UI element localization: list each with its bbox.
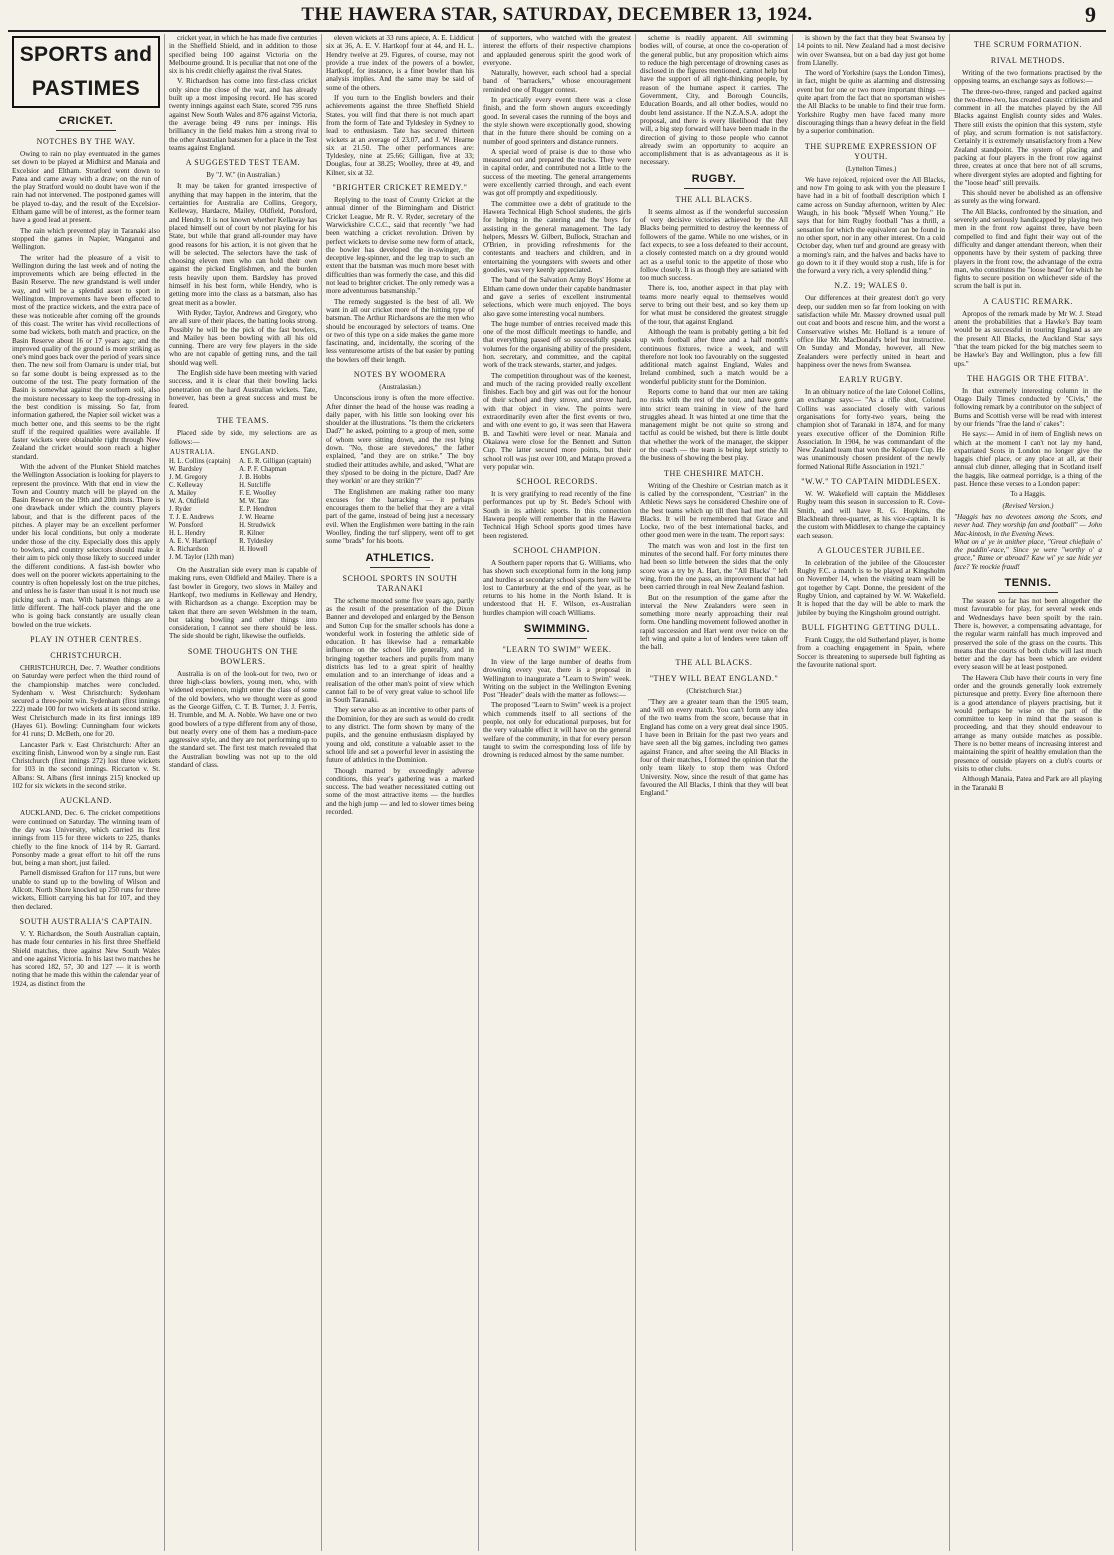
teams-header-left: AUSTRALIA. [170,449,216,457]
verse: "Haggis has no devotees among the Scots, and never had. They worship fan and football" — John Mac-kintosh, in the Evening News. What on a' ye in anither place, "Great chieftain o' the puddin'-race," Since ye were "worthy o' a grace," Rame or abroad? Kaw wi' ye sae hide yer face? Ye mockie fraud! [954,512,1102,571]
paragraph: The English side have been meeting with varied success, and it is clear that their bowling lacks penetration on the hard Australian wickets. Tate, however, has been a great success and must be feared. [169,368,317,411]
section-athletics: ATHLETICS. [365,551,435,564]
team-row [169,482,317,490]
paragraph: The Hawera Club have their courts in very fine order and the grounds generally look extremely picturesque and pretty. Every fine afternoon there is a good attendance of players practising, but it would perhaps be wise on the part of the committee to keep in mind that the season is proceeding, and that they should endeavour to arrange as many outside matches as possible. There is no better means of increasing interest and maintaining the spirit of healthy emulation than the presence of outside players on a club's courts or visits to other clubs. [954,673,1102,773]
england-player: R. Tyldesley [239,538,274,546]
headline: PLAY IN OTHER CENTRES. [30,634,142,644]
headline: A GLOUCESTER JUBILEE. [817,545,925,555]
paragraph: Parnell dismissed Grafton for 117 runs, but were unable to stand up to the bowling of Wilson and Allcott. North Shore knocked up 250 runs for three wickets, Elliott carrying his bat for 107, and they then declared. [12,869,160,911]
australia-player: W. Ponsford [169,522,203,530]
paragraph: The All Blacks, confronted by the situation, and severely and seriously handicapped by playing two men in the front row against three, have been compelled to find and fight their way out of the difficulty and danger attendant thereon, when their opponents have by their system of packing three players in the front row, the advantage of the extra man, who constitutes the "loose head" for which he fights to secure position on whichever side of the scrum the ball is put in. [954,207,1102,291]
paragraph: The proposed "Learn to Swim" week is a project which commends itself to all sections of the people, not only for educational purposes, but for the very valuable effect it will have on the general welfare of the community, in that for every person taught to swim the corresponding loss of life by drowning is reduced almost by the same number. [483,701,631,760]
paragraph: The season so far has not been altogether the most favourable for play, for several week ends and Wednesdays have been spoilt by the rain. There is, however, a compensating advantage, for the regular warm rainfall has much improved and preserved the sole of the grass on the courts. This means that the courts of both clubs will last much better and the day has been which are evident every season will be at least postponed. [954,597,1102,672]
section-swimming: SWIMMING. [523,623,591,635]
england-player: H. Howell [239,546,268,554]
masthead [8,0,1106,32]
divider [56,130,115,131]
headline: SOUTH AUSTRALIA'S CAPTAIN. [19,916,153,926]
paragraph: Naturally, however, each school had a special band of "barrackers," whose encouragement reminded one of Rugger contest. [483,69,631,94]
headline: SOME THOUGHTS ON THE BOWLERS. [187,646,299,666]
headline: NOTCHES BY THE WAY. [36,137,136,146]
paragraph: The match was won and lost in the first ten minutes of the second half. For forty minutes there had been so little between the sides that the only score was a try by A. Hart, the "All Blacks' " left wing, from the one pass, an improvement that had been carried through in real New Zealand fashion. [640,541,788,592]
paragraph: is shown by the fact that they beat Swansea by 14 points to nil. New Zealand had a most decisive win over Swansea, but on a bad day just got home from Llanelly. [797,34,945,67]
england-player: R. Kilner [239,530,265,538]
column-4 [479,34,636,1551]
australia-player: A. Mailey [169,490,197,498]
headline: THE ALL BLACKS. [675,657,753,667]
paragraph: In view of the large number of deaths from drowning every year, there is a proposal in Wellington to inaugurate a "Learn to Swim" week. Writing on the subject in the Wellington Evening Post "Header" deals with the matter as follows:— [483,658,631,700]
paragraph: V. Richardson has come into first-class cricket only since the close of the war, and has already built up a most imposing record. He has scored twenty innings against each State, scored 795 runs against New South Wales and 876 against Victoria, the average being 49 runs per innings. His brilliancy in the field makes him a strong rival to the other Australian batsmen for a place in the Test teams against England. [169,77,317,152]
paragraph: In that extremely interesting column in the Otago Daily Times conducted by "Civis," the following remark by a contributor on the subject of Burns and Scottish verse will be read with interest by our friends "frae the land o' cakes": [954,386,1102,428]
australia-player: A. E. V. Hartkopf [169,538,217,546]
section-tennis: TENNIS. [1004,577,1052,590]
paragraph: Lancaster Park v. East Christchurch: After an exciting finish, Linwood won by a single run. East Christchurch (first innings 272) lost three wickets for 103 in the second innings. Riccarton v. St. Albans: St. Albans (first innings 215) knocked up 102 for six wickets in the second strike. [12,740,160,791]
paragraph: Apropos of the remark made by Mr W. J. Stead anent the probabilities that a Hawke's Bay team would be as successful in touring England as are the present All Blacks, the Auckland Star says "that the team picked for the big matches seem to be Hawke's Bay and Wellington, plus a few fill ups." [954,309,1102,368]
column-2 [165,34,322,1551]
headline: THE HAGGIS OR THE FITBA'. [967,373,1089,383]
headline: SCHOOL CHAMPION. [513,545,601,555]
headline: A CAUSTIC REMARK. [983,296,1073,306]
headline: AUCKLAND. [59,796,113,806]
paragraph: Australia is on of the look-out for two, two or three high-class bowlers, young men, who, with widened experience, might enter the class of some of the old bowlers, who we thought were as good as the George Giffen, C. T. B. Turner, J. J. Ferris, H. Trumble, and M. A. Noble. We have one or two good bowlers of a type different from any of those, but nearly every one of them has a medium-pace aggressive style, and they are not performing up to the standard set. The first test match revealed that the Australian bowling was not up to the old standard of class. [169,669,317,769]
page-number: 9 [1085,2,1096,27]
headline: "THEY WILL BEAT ENGLAND." [649,673,779,683]
australia-player: A. Richardson [169,546,209,554]
column-6 [793,34,950,1551]
paragraph: A Southern paper reports that G. Williams, who has shown such exceptional form in the long jump and hurdles at secondary school sports here will be lost to Canterbury at the end of the year, as he returns to his home in the North Island. It is understood that H. F. Wilson, ex-Australian hurdles champion will coach Williams. [483,558,631,617]
england-player: F. E. Woolley [239,490,277,498]
divider [527,638,586,639]
paragraph: They serve also as an incentive to other parts of the Dominion, for they are such as would do credit to any district. The form shown by many of the pupils, and the genuine enthusiasm displayed by young and old, constitute a valuable asset to the school life and set a powerful lever in assisting the future of athletics in the Dominion. [326,706,474,765]
headline: "LEARN TO SWIM" WEEK. [502,645,612,654]
sports-banner: SPORTS and PASTIMES [12,36,160,108]
paragraph: Unconscious irony is often the more effective. After dinner the head of the house was reading a daily paper, with his little son looking over his shoulder at the illustrations. "Is them the cricketers Dad?" he asked, pointing to a group of men, some of whom were sitting down, and the rest lying down. "No, those are stevedores," the father explained, "and they are on strike." The boy studied their attitudes awhile, and asked, "What are they s'posed to be doing in the picture, Dad? Are they workin' or are they strikin'?" [326,394,474,486]
paragraph: It is very gratifying to read recently of the fine performances put up by St. Bede's School with South in its athletic sports. In this connection Hawera people will remember that in the Hawera Technical High School sports good times have been registered. [483,490,631,540]
paragraph: scheme is readily apparent. All swimming bodies will, of course, at once the co-operation of the general public, but any proposition which aims to reduce the high percentage of drowning cases as disclosed in the figures mentioned, cannot help but have the support of all right-thinking people, by reason of the humane aspect it carries. The Government, City, and Borough Councils, Education Boards, and all other bodies, would no doubt lend assistance. If the N.Z.A.S.A. adopt the proposal, and there is every likelihood that they will, a big step forward will have been made in the direction of giving to those people who cannot already swim an opportunity to acquire an accomplishment that is as advantageous as it is necessary. [640,34,788,167]
headline: A SUGGESTED TEST TEAM. [185,158,301,168]
paragraph: AUCKLAND, Dec. 6. The cricket competitions were continued on Saturday. The winning team of the day was University, which carried its first innings from 115 for three wickets to 225, thanks chiefly to the fine knock of 114 by R. Garrard. Ponsonby made a great effort to hit off the runs but, being a man short, just failed. [12,809,160,868]
team-row [169,490,317,498]
england-player [239,554,317,562]
columns [8,34,1106,1551]
paragraph: of supporters, who watched with the greatest interest the efforts of their respective champions and applauded generous spirit the good work of everyone. [483,34,631,67]
australia-player: W. Bardsley [169,466,203,474]
england-player: H. Sutcliffe [239,482,271,490]
paragraph: V. Y. Richardson, the South Australian captain, has made four centuries in his first three Sheffield Shield matches, three against New South Wales and one against Victoria. In his last two matches he has scored 182, 57, 30 and 127 — it is worth noting that he made this within the calendar year of 1924, as distinct from the [12,929,160,988]
team-row [169,466,317,474]
paragraph: This should never be abolished as an offensive as surely as the wing forward. [954,189,1102,206]
team-row [169,538,317,546]
headline: CHRISTCHURCH. [50,650,122,660]
paragraph: Although Manaia, Patea and Park are all playing in the Taranaki B [954,775,1102,792]
verse-title: To a Haggis. [1010,490,1046,499]
paragraph: Reports come to hand that our men are taking no risks with the rest of the tour, and have gone into strict team training in view of the hard struggles ahead. It was hinted at one time that the management might be not quite so strong and tactful as could be wished, but there is little doubt that whether the work of the manager, the skipper or the coach — the team is being kept strictly to the business of showing the best play. [640,387,788,463]
paragraph: Owing to rain no play eventuated in the games set down to be played at Midhirst and Manaia and Excelsior and Eltham. Stratford went down to Patea and came away with a draw; on the run of the play Stratford would no doubt have won if the rain had not intervened. The postponed games will be played to-day, and the result of the Excelsior-Eltham game will be of interest, as the former team have a good lead at present. [12,150,160,225]
paragraph: cricket year, in which he has made five centuries in the Sheffield Shield, and in addition to those specified being 100 against Victoria on the Melbourne ground. It is peculiar that not one of the six is his credit chiefly against the rival States. [169,34,318,76]
paragraph: There is, too, another aspect in that play with teams more nearly equal to themselves would serve to bring out their best, and so key them up for what must be considered the greatest struggle of the tour, that against England. [640,284,788,326]
england-player: M. W. Tate [239,498,270,506]
paragraph: The scheme mooted some five years ago, partly as the result of the presentation of the Dixon Banner and developed and enlarged by the Benson and Sutton Cup for the smaller schools has done a wonderful work in fostering the athletic side of education. It has likewise had a remarkable influence on the school life generally, and in bringing together teachers and pupils from many districts has led to a great spirit of healthy emulation and to an interchange of ideas and a realisation of the other man's point of view which cannot fail to be of very great value to school life in South Taranaki. [326,596,474,705]
paragraph: But on the resumption of the game after the interval the New Zealanders were seen in something more nearly approaching their real form. One handling movement followed another in rapid succession and Hart went over twice on the left wing and quite a lot of lenders were taken off the ball. [640,593,788,652]
team-row [169,522,317,530]
paragraph: The remedy suggested is the best of all. We want in all our cricket more of the hitting type of batsman. The Arthur Richardsons are the men who should be encouraged by selectors of teams. One or two of this type on a side makes the game more fascinating, and, incidentally, the scoring of the less venturesome artists of the bat easier by putting the bowlers off their length. [326,297,474,364]
column-3 [322,34,479,1551]
teams-table [169,448,317,562]
paragraph: It seems almost as if the wonderful succession of very decisive victories achieved by the All Blacks being permitted to destroy the keenness of followers of the game. While no one wishes, or in fact expects, to see a loss defeated to their account, a closely contested match on a dry ground would act as a useful tonic to the appetite of those who follow closely. It is as though they are satiated with too much success. [640,207,788,283]
paragraph: Placed side by side, my selections are as follows:— [169,429,317,446]
australia-player: H. L. Collins (captain) [169,458,231,466]
england-player: J. B. Hobbs [239,474,271,482]
paragraph: In an obituary notice of the late Colonel Collins, an exchange says:— "As a rifle shot, Colonel Collins was associated closely with various organisations for forty-two years, being the champion shot of Taranaki in 1874, and for many years executive officer of the Dominion Rifle Association. In 1904, he was commandant of the New Zealand team that won the Kolapore Cup. He was unanimously chosen president of the newly formed National Rifle Association in 1921." [797,388,945,471]
paragraph: The competition throughout was of the keenest, and much of the racing provided really excellent finishes. Each boy and girl was out for the honour of their school and they strove, and strove hard, with that object in view. The points were extraordinarily even after the first events or two, and with one event to go, it was seen that Hawera B. and Tawhiti were level or near. Manaia and Okaiawa were close for the Bennett and Sutton Cup. The latter secured more points, but their school roll was just over 100, and Matapu proved a very popular win. [483,371,631,471]
paragraph: On the Australian side every man is capable of making runs, even Oldfield and Mailey. There is a fast bowler in Gregory, two slows in Mailey and Hartkopf, two mediums in Kelleway and Hendry, with Richardson as a change. Exception may be taken that there are seven Welshmen in the team, but taking bowling and other things into consideration, I cannot see there should be less. The side should be right, likewise the outfields. [169,566,317,641]
teams-header-right: ENGLAND. [240,449,279,457]
paragraph: The huge number of entries received made this one of the most difficult meetings to handle, and that everything passed off so successfully speaks volumes for the organising ability of the president, hon. secretary, and committee, and the capital work of the track stewards, starter, and judges. [483,319,631,370]
byline: (Lyttelton Times.) [845,164,897,173]
england-player: E. P. Hendren [239,506,277,514]
column-7 [950,34,1106,1551]
headline: THE TEAMS. [216,416,270,426]
divider [370,567,429,568]
paragraph: Writing of the Cheshire or Cestrian match as it is called by the correspondent, "Cestrian" in the Athletic News says he considered Cheshire one of the best teams which up till then had met the All Blacks. It will be remembered that Grace and Locke, two of the best international backs, and other good men were in the team. The report says: [640,481,788,540]
paragraph: The Englishmen are making rather too many excuses for the barracking — it perhaps encourages them to the belief that they are a vital part of the game, instead of being just a necessary evil. When the Englishmen were batting in the rain Woolley, finding the turf slippery, went off to get some "brads" for his boots. [326,487,474,546]
team-row [169,458,317,466]
paragraph: He says:— Amid in of item of English news on which at the moment I can't not lay my hand, expatriated Scots in London no longer give the haggis chief place, or any place at all, at their annual club dinner, alleging that in Scotland itself the haggis, like oatmeal porridge, is a thing of the past. Hence these verses to a London paper: [954,430,1102,489]
headline: BULL FIGHTING GETTING DULL. [801,622,941,632]
paragraph: It may be taken for granted irrespective of anything that may happen in the interim, that the certainties for Australia are Collins, Gregory, Kelleway, Hardacre, Mailey, Oldfield, Ponsford, and Hendry. It is not known whether Kellaway has placed himself out of court by not playing for his State, but while that grand all-rounder may have good reasons for his action, it is not given that he will be selected. The selectors have the task of choosing eleven men who can hold their own against the picked Englishmen, and the burden rests heavily upon them. Bardsley has proved himself in his best form, while Hendry, who is getting more into the class as a batsman, also has great merit as a bowler. [169,182,317,307]
masthead-title: THE HAWERA STAR, SATURDAY, DECEMBER 13, 1924. [301,4,813,25]
section-rugby: RUGBY. [691,172,737,185]
headline: "W.W." TO CAPTAIN MIDDLESEX. [801,477,941,487]
england-player: J. W. Hearne [239,514,274,522]
paragraph: CHRISTCHURCH, Dec. 7. Weather conditions on Saturday were perfect when the third round of the championship matches were concluded. Sydenham v. West Christchurch: Sydenham secured a three-point win. Sydenham (first innings 222) made 100 for two wickets at its second strike. West Christchurch made in its first innings 189 (Hayes 61). Bowling: Cunningham four wickets for 41 runs; D. McBeth, one for 20. [12,663,160,739]
team-row [169,506,317,514]
paragraph: The word of Yorkshire (says the London Times), in fact, might be quite as alarming and distressing event but for one or two more important things — quite apart from the fact that no sportsman wishes the All Blacks to be unable to find their true form. Yorkshire Rugby men have faced many more discouraging things than a heavy defeat in the field by a superior combination. [797,69,945,136]
headline: THE CHESHIRE MATCH. [663,468,765,478]
column-5 [636,34,793,1551]
paragraph: With the advent of the Plunket Shield matches the Wellington Association is looking for players to represent the province. With that end in view the Town and Country match will be played on the Basin Reserve on the 19th and 20th insts. There is one drawback under which the country players labour, and that is the different paces of the pitches. A player may be an excellent performer under his local conditions, but only a moderate under those of the city. Especially does this apply to bowlers, and country selectors should make it their aim to pick only those likely to succeed under the different conditions. A fast-ish bowler who does well on the poorer wickets appertaining to the country is often hopelessly lost on the true pitches, and unless he is faster than usual it is not much use picking such a man. With batsmen things are a little different. The half-cock player and the one who is going back constantly are usually clean bowled on the true wickets. [12,462,161,629]
paragraph: The three-two-three, ranged and packed against the two-three-two, has created caustic criticism and comment in all the matches played by the All Blacks against English county sides and Wales. There still exists the opinion that this system, style of play, and scrum formation is not satisfactory. Certainly it is extremely unsatisfactory from a New Zealand standpoint. The system of placing and packing at four players in the front row against three, creates at once that here not of all scrums, where divergent styles are adopted and fighting for the "loose head" still prevails. [954,87,1102,187]
paragraph: We have rejoiced, rejoiced over the All Blacks, and now I'm going to ask with you the pleasure I have had in a bit of football description which I came across on Sunday afternoon, written by Alec Waugh, in his book "Myself When Young." He says that for him Rugby football "has a thrill, a sensation for which the equivalent can be found in no other sport, nor in any other interest. On a cold October day, when turf and ground are greasy with a morning's rain, and the halves and backs have to go down to it if they would stop a rush, life is for the forward a very rich, a very splendid thing." [797,175,945,276]
team-row [169,530,317,538]
paragraph: In celebration of the jubilee of the Gloucester Rugby F.C. a match is to be played at Kingsholm on November 14, when the visiting team will be got together by Capt. Donne, the president of the Rugby Union, and captained by W. W. Wakefield. It is hoped that the day will be able to mark the jubilee by buying the Kingsholm ground outright. [797,558,945,617]
paragraph: The rain which prevented play in Taranaki also stopped the games in Napier, Wanganui and Wellington. [12,226,160,252]
australia-player: C. Kelleway [169,482,203,490]
team-row [169,514,317,522]
paragraph: Replying to the toast of County Cricket at the annual dinner of the Birmingham and District Cricket League, Mr R. V. Ryder, secretary of the Warwickshire C.C.C., said that recently "we had been watching a cricket revolution. Driven by perfect wickets to devise some new form of attack, the bowler has developed the in-swinger, the deceptive leg-spinner, and the leg trap to such an extent that the batsman was much more beset with difficulties than was formerly the case, and this did not lead to brighter cricket. The only remedy was a more adventurous batsmanship." [326,196,474,296]
divider [684,188,743,189]
paragraph: If you turn to the English bowlers and their achievements against the three Sheffield Shield States, you will find that there is not much apart from the form of Tate and Tyldesley in Sydney to lead to enthusiasm. Tate has secured thirteen wickets at an average of 23.07, and J. W. Hearne six at 21.50. The other performances are: Tyldesley, nine at 25.66; Gilligan, five at 33; Douglas, four at 38.25; Woolley, three at 49, and Kilner, six at 32. [326,94,474,177]
paragraph: In practically every event there was a close finish, and the form shown augurs exceedingly good. In several cases the running of the boys and the style shown were exceptionally good, showing that in the future there should be coming on a number of good sprinters and distance runners. [483,96,631,146]
headline: SCHOOL SPORTS IN SOUTH TARANAKI [342,573,458,593]
paragraph: The writer had the pleasure of a visit to Wellington during the last week and of noting the improvements which are being effected in the Basin Reserve. The new grandstand is well under way, and will be a splendid asset to sport in Wellington. Improvements have been effected to most of the practice wickets, and the extra pace of these was noticeable after coming off the grounds of this coast. The writer has vivid recollections of some bad wickets, both match and practice, on the Basin Reserve about 16 or 17 years ago; and the improved quality of the ground is more striking as one's mind goes back over the period of years since then. The new soil from Oamaru is under trial, but so far some doubt is being expressed as to the outcome of the test. The peaty formation of the Basin is somewhat against the southern soil, also the moisture necessary to keep the top-dressing in the best condition is missing. So far, from information gathered, the Napier soil wicket was a much better one, and this seems to be the right stuff if the required qualities were available. If faster wickets were obtainable right through New Zealand the cricket would soon reach a higher standard. [12,253,160,461]
headline: THE SUPREME EXPRESSION OF YOUTH. [804,141,938,161]
england-player: A. P. F. Chapman [239,466,287,474]
team-row [169,498,317,506]
paragraph: Though marred by exceedingly adverse conditions, this year's gathering was a marked success. The bad weather necessitated cutting out some of the most attractive items — the hurdles and the high jump — and led to slower times being recorded. [326,766,474,817]
australia-player: J. M. Taylor (12th man) [169,554,234,562]
paragraph: The band of the Salvation Army Boys' Home at Eltham came down under their capable bandmaster and gave a series of excellent instrumental selections, which were much enjoyed. The boys also gave some interesting vocal numbers. [483,276,631,318]
headline: SCHOOL RECORDS. [516,477,598,487]
byline: (Australasian.) [379,382,421,391]
paragraph: "They are a greater team than the 1905 team, and will on every match. You can't form any idea of the two teams from the score, because that in England has come on a very great deal since 1905. I have been in Britain for the past two years and have seen all the big games, including two games against France, and after seeing the All Blacks in four of their matches, I formed the opinion that the only team likely to stop them was Oxford University. Now, since the result of that game has favoured the All Blacks, I think that they will beat England." [640,697,788,798]
headline: "BRIGHTER CRICKET REMEDY." [332,183,468,193]
paragraph: W. W. Wakefield will captain the Middlesex Rugby team this season in succession to R. Cove-Smith, and will have R. G. Hopkins, the Blackheath three-quarter, as his vice-captain. It is the custom with Middlesex to change the captaincy each season. [797,490,945,540]
headline: N.Z. 19; WALES 0. [834,281,908,291]
england-player: A. E. R. Gilligan (captain) [239,458,312,466]
australia-player: W. A. Oldfield [169,498,209,506]
australia-player: J. M. Gregory [169,474,208,482]
byline: By "J. W." (in Australian.) [206,171,280,180]
headline: RIVAL METHODS. [990,56,1066,65]
column-1 [8,34,165,1551]
australia-player: J. Ryder [169,506,192,514]
paragraph: Our differences at their greatest don't go very deep, our sudden men so far from looking on with satisfaction while Mr. Massey drowned usual pull out coat and boots and rescue him, and the worst a Conservative wishes Mr. Holland is a tenure of office like Mr. MacDonald's brief but instructive. On Sunday and Monday, however, all New Zealanders were perfectly united in heart and happiness over the news from Swansea. [797,294,945,369]
paragraph: Writing of the two formations practised by the opposing teams, an exchange says as follows:— [954,69,1102,86]
paragraph: With Ryder, Taylor, Andrews and Gregory, who are all sure of their places, the batting looks strong. Possibly he will be the pick of the fast bowlers, and Mailey has been bowling with all his old cunning. There are very few players in the side who are not capable of getting runs, and the tail should wag well. [169,308,317,367]
team-row [169,554,317,562]
australia-player: H. L. Hendry [169,530,206,538]
paragraph: The committee owe a debt of gratitude to the Hawera Technical High School students, the girls for helping in the catering and the boys for assisting in the general management. The lady helpers, Messrs W. Gilbert, Bullock, Strachan and O'Brien, in providing refreshments for the contestants and teachers and children, and in entertaining the youngsters with sweets and other goodies, was very keenly appreciated. [483,199,631,275]
paragraph: A special word of praise is due to those who measured out and prepared the tracks. They were in capital order, and contributed not a little to the success of the meeting. The general arrangements were excellently carried through, and each event was got off promptly and expeditiously. [483,147,631,198]
headline: NOTES BY WOOMERA [353,369,447,379]
headline: THE ALL BLACKS. [675,194,753,204]
divider [998,592,1057,593]
team-row [169,474,317,482]
headline: THE SCRUM FORMATION. [973,40,1083,49]
paragraph: eleven wickets at 33 runs apiece, A. E. Liddicut six at 36, A. E. V. Hartkopf four at 44, and H. L. Hendry twelve at 29. Figures, of course, may not provide a true index of the powers of a bowler, Hartkopf, for instance, is a finer bowler than his analysis implies. And the same may be said of some of the others. [326,34,474,92]
headline: EARLY RUGBY. [839,375,903,385]
byline: (Christchurch Star.) [686,686,742,695]
paragraph: Frank Cuggy, the old Sutherland player, is home from a coaching engagement in Spain, where Soccer is threatening to supersede bull fighting as the favourite national sport. [797,635,945,669]
australia-player: T. J. E. Andrews [169,514,214,522]
section-cricket: CRICKET. [58,115,114,127]
england-player: H. Strudwick [239,522,276,530]
verse-note: (Revised Version.) [1002,501,1054,510]
team-row [169,546,317,554]
paragraph: Although the team is probably getting a bit fed up with football after three and a half month's continuous fixtures, twice a week, and will therefore not look too favourably on the suggested additional match against England, Wales and Ireland combined, such a match would be a wonderful publicity stunt for the Dominion. [640,327,788,386]
